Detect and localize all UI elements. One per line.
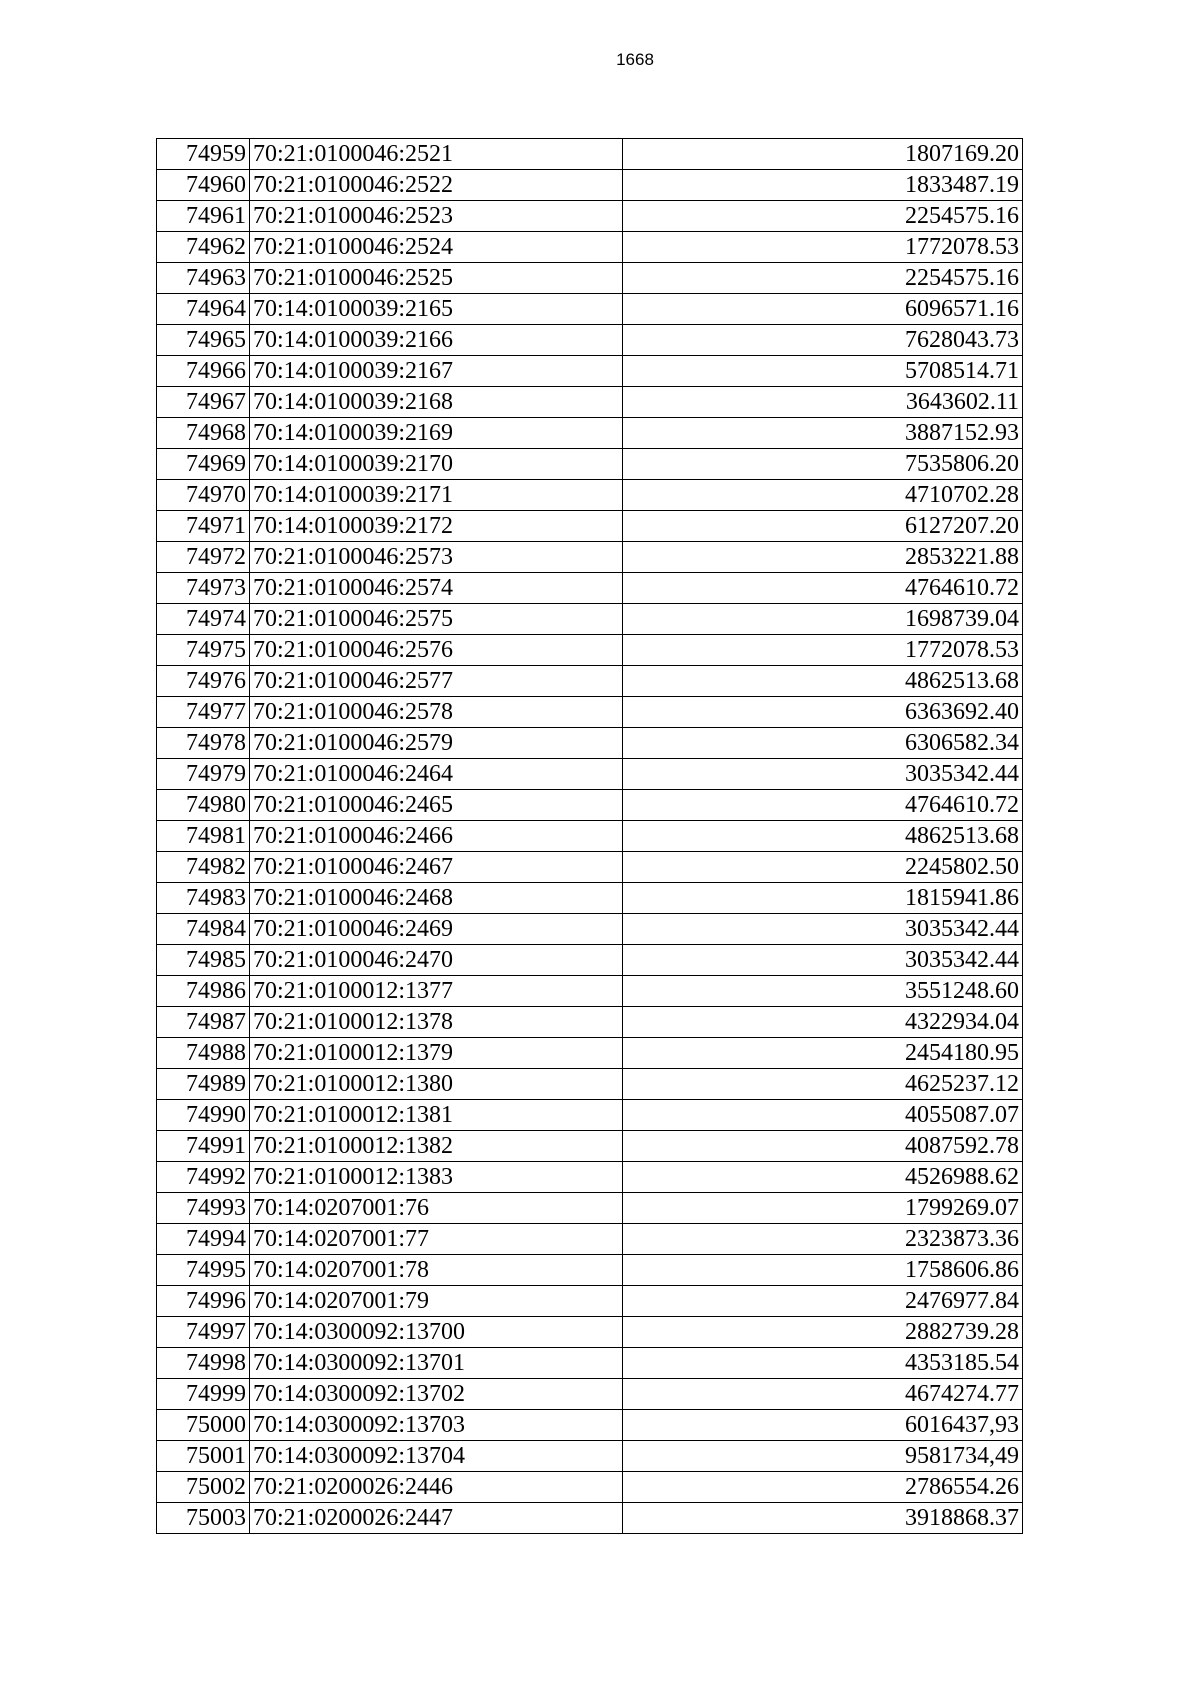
cadastral-number-cell: 70:21:0100046:2468 xyxy=(250,883,623,914)
table-row xyxy=(157,263,1023,294)
value-cell: 1772078.53 xyxy=(623,635,1023,666)
table-row xyxy=(157,1224,1023,1255)
cadastral-number-cell: 70:14:0300092:13704 xyxy=(250,1441,623,1472)
row-number-cell: 74995 xyxy=(157,1255,250,1286)
cadastral-number-cell: 70:14:0300092:13700 xyxy=(250,1317,623,1348)
cadastral-number-cell: 70:21:0100046:2574 xyxy=(250,573,623,604)
cadastral-number-cell: 70:14:0100039:2170 xyxy=(250,449,623,480)
value-cell: 3035342.44 xyxy=(623,914,1023,945)
cadastral-number-cell: 70:14:0100039:2168 xyxy=(250,387,623,418)
table-row xyxy=(157,1348,1023,1379)
value-cell: 4087592.78 xyxy=(623,1131,1023,1162)
value-cell: 4526988.62 xyxy=(623,1162,1023,1193)
cadastral-number-cell: 70:21:0100046:2524 xyxy=(250,232,623,263)
table-row xyxy=(157,1193,1023,1224)
cadastral-number-cell: 70:21:0100046:2579 xyxy=(250,728,623,759)
cadastral-number-cell: 70:21:0100046:2573 xyxy=(250,542,623,573)
table-row xyxy=(157,1255,1023,1286)
cadastral-number-cell: 70:14:0100039:2167 xyxy=(250,356,623,387)
cadastral-value-table xyxy=(156,138,1023,1534)
value-cell: 4674274.77 xyxy=(623,1379,1023,1410)
row-number-cell: 74974 xyxy=(157,604,250,635)
table-row xyxy=(157,821,1023,852)
table-row xyxy=(157,1286,1023,1317)
cadastral-number-cell: 70:14:0100039:2169 xyxy=(250,418,623,449)
row-number-cell: 74972 xyxy=(157,542,250,573)
cadastral-number-cell: 70:21:0200026:2446 xyxy=(250,1472,623,1503)
cadastral-number-cell: 70:21:0100046:2525 xyxy=(250,263,623,294)
cadastral-number-cell: 70:21:0100046:2470 xyxy=(250,945,623,976)
row-number-cell: 74984 xyxy=(157,914,250,945)
value-cell: 3643602.11 xyxy=(623,387,1023,418)
value-cell: 2786554.26 xyxy=(623,1472,1023,1503)
table-row xyxy=(157,573,1023,604)
table-row xyxy=(157,480,1023,511)
row-number-cell: 74990 xyxy=(157,1100,250,1131)
table-row xyxy=(157,759,1023,790)
cadastral-number-cell: 70:21:0100012:1379 xyxy=(250,1038,623,1069)
value-cell: 1815941.86 xyxy=(623,883,1023,914)
table-row xyxy=(157,201,1023,232)
table-row xyxy=(157,697,1023,728)
cadastral-number-cell: 70:21:0100046:2465 xyxy=(250,790,623,821)
value-cell: 4353185.54 xyxy=(623,1348,1023,1379)
cadastral-number-cell: 70:21:0100012:1378 xyxy=(250,1007,623,1038)
value-cell: 1807169.20 xyxy=(623,139,1023,170)
table-row xyxy=(157,542,1023,573)
table-row xyxy=(157,1503,1023,1534)
value-cell: 6016437,93 xyxy=(623,1410,1023,1441)
row-number-cell: 74982 xyxy=(157,852,250,883)
row-number-cell: 74977 xyxy=(157,697,250,728)
cadastral-number-cell: 70:21:0100046:2522 xyxy=(250,170,623,201)
row-number-cell: 74970 xyxy=(157,480,250,511)
cadastral-number-cell: 70:14:0300092:13703 xyxy=(250,1410,623,1441)
row-number-cell: 75000 xyxy=(157,1410,250,1441)
row-number-cell: 74967 xyxy=(157,387,250,418)
row-number-cell: 74988 xyxy=(157,1038,250,1069)
value-cell: 7628043.73 xyxy=(623,325,1023,356)
cadastral-number-cell: 70:21:0100046:2576 xyxy=(250,635,623,666)
cadastral-number-cell: 70:14:0100039:2171 xyxy=(250,480,623,511)
table-row xyxy=(157,666,1023,697)
row-number-cell: 74976 xyxy=(157,666,250,697)
cadastral-number-cell: 70:14:0300092:13701 xyxy=(250,1348,623,1379)
row-number-cell: 74983 xyxy=(157,883,250,914)
table-row xyxy=(157,170,1023,201)
cadastral-number-cell: 70:14:0207001:78 xyxy=(250,1255,623,1286)
cadastral-number-cell: 70:21:0100046:2469 xyxy=(250,914,623,945)
table-row xyxy=(157,325,1023,356)
value-cell: 4764610.72 xyxy=(623,790,1023,821)
row-number-cell: 74962 xyxy=(157,232,250,263)
table-row xyxy=(157,1038,1023,1069)
cadastral-number-cell: 70:21:0100012:1383 xyxy=(250,1162,623,1193)
table-row xyxy=(157,1472,1023,1503)
value-cell: 9581734,49 xyxy=(623,1441,1023,1472)
value-cell: 4862513.68 xyxy=(623,821,1023,852)
row-number-cell: 74969 xyxy=(157,449,250,480)
row-number-cell: 74973 xyxy=(157,573,250,604)
row-number-cell: 74960 xyxy=(157,170,250,201)
cadastral-number-cell: 70:14:0100039:2172 xyxy=(250,511,623,542)
row-number-cell: 74999 xyxy=(157,1379,250,1410)
row-number-cell: 75002 xyxy=(157,1472,250,1503)
table-row xyxy=(157,356,1023,387)
value-cell: 2476977.84 xyxy=(623,1286,1023,1317)
row-number-cell: 74996 xyxy=(157,1286,250,1317)
cadastral-number-cell: 70:21:0100046:2578 xyxy=(250,697,623,728)
table-row xyxy=(157,914,1023,945)
cadastral-number-cell: 70:21:0100046:2521 xyxy=(250,139,623,170)
row-number-cell: 74971 xyxy=(157,511,250,542)
row-number-cell: 74965 xyxy=(157,325,250,356)
row-number-cell: 74989 xyxy=(157,1069,250,1100)
page-number: 1668 xyxy=(616,50,654,69)
row-number-cell: 74980 xyxy=(157,790,250,821)
table-row xyxy=(157,1162,1023,1193)
value-cell: 3035342.44 xyxy=(623,759,1023,790)
value-cell: 5708514.71 xyxy=(623,356,1023,387)
value-cell: 3887152.93 xyxy=(623,418,1023,449)
value-cell: 1833487.19 xyxy=(623,170,1023,201)
table-row xyxy=(157,1441,1023,1472)
row-number-cell: 75003 xyxy=(157,1503,250,1534)
cadastral-number-cell: 70:21:0100046:2464 xyxy=(250,759,623,790)
value-cell: 2853221.88 xyxy=(623,542,1023,573)
table-row xyxy=(157,1379,1023,1410)
value-cell: 4625237.12 xyxy=(623,1069,1023,1100)
cadastral-number-cell: 70:21:0100046:2577 xyxy=(250,666,623,697)
table-row xyxy=(157,1100,1023,1131)
row-number-cell: 74968 xyxy=(157,418,250,449)
cadastral-number-cell: 70:21:0100046:2523 xyxy=(250,201,623,232)
value-cell: 7535806.20 xyxy=(623,449,1023,480)
value-cell: 6363692.40 xyxy=(623,697,1023,728)
table-row xyxy=(157,604,1023,635)
row-number-cell: 74992 xyxy=(157,1162,250,1193)
cadastral-number-cell: 70:14:0207001:79 xyxy=(250,1286,623,1317)
table-row xyxy=(157,418,1023,449)
value-cell: 3551248.60 xyxy=(623,976,1023,1007)
value-cell: 1772078.53 xyxy=(623,232,1023,263)
cadastral-number-cell: 70:21:0100012:1377 xyxy=(250,976,623,1007)
value-cell: 2882739.28 xyxy=(623,1317,1023,1348)
value-cell: 2254575.16 xyxy=(623,201,1023,232)
row-number-cell: 74985 xyxy=(157,945,250,976)
value-cell: 3918868.37 xyxy=(623,1503,1023,1534)
value-cell: 2323873.36 xyxy=(623,1224,1023,1255)
cadastral-number-cell: 70:21:0200026:2447 xyxy=(250,1503,623,1534)
value-cell: 1698739.04 xyxy=(623,604,1023,635)
table-row xyxy=(157,1007,1023,1038)
table-row xyxy=(157,232,1023,263)
value-cell: 4764610.72 xyxy=(623,573,1023,604)
table-row xyxy=(157,1317,1023,1348)
value-cell: 4055087.07 xyxy=(623,1100,1023,1131)
row-number-cell: 74978 xyxy=(157,728,250,759)
table-row xyxy=(157,1410,1023,1441)
table-row xyxy=(157,511,1023,542)
value-cell: 1758606.86 xyxy=(623,1255,1023,1286)
cadastral-number-cell: 70:21:0100012:1380 xyxy=(250,1069,623,1100)
row-number-cell: 74994 xyxy=(157,1224,250,1255)
table-row xyxy=(157,139,1023,170)
table-row xyxy=(157,449,1023,480)
row-number-cell: 74997 xyxy=(157,1317,250,1348)
row-number-cell: 74966 xyxy=(157,356,250,387)
row-number-cell: 74963 xyxy=(157,263,250,294)
row-number-cell: 74986 xyxy=(157,976,250,1007)
row-number-cell: 74998 xyxy=(157,1348,250,1379)
table-row xyxy=(157,790,1023,821)
table-row xyxy=(157,945,1023,976)
value-cell: 4322934.04 xyxy=(623,1007,1023,1038)
cadastral-number-cell: 70:14:0207001:76 xyxy=(250,1193,623,1224)
cadastral-number-cell: 70:21:0100046:2466 xyxy=(250,821,623,852)
cadastral-number-cell: 70:21:0100046:2575 xyxy=(250,604,623,635)
cadastral-number-cell: 70:14:0100039:2166 xyxy=(250,325,623,356)
row-number-cell: 74987 xyxy=(157,1007,250,1038)
value-cell: 1799269.07 xyxy=(623,1193,1023,1224)
value-cell: 2454180.95 xyxy=(623,1038,1023,1069)
table-row xyxy=(157,294,1023,325)
value-cell: 6306582.34 xyxy=(623,728,1023,759)
table-row xyxy=(157,728,1023,759)
cadastral-number-cell: 70:14:0100039:2165 xyxy=(250,294,623,325)
row-number-cell: 74981 xyxy=(157,821,250,852)
value-cell: 4862513.68 xyxy=(623,666,1023,697)
value-cell: 6096571.16 xyxy=(623,294,1023,325)
row-number-cell: 74975 xyxy=(157,635,250,666)
table-row xyxy=(157,1131,1023,1162)
table-row xyxy=(157,976,1023,1007)
value-cell: 6127207.20 xyxy=(623,511,1023,542)
table-body xyxy=(157,139,1023,1534)
table-row xyxy=(157,635,1023,666)
row-number-cell: 74993 xyxy=(157,1193,250,1224)
row-number-cell: 74959 xyxy=(157,139,250,170)
row-number-cell: 74991 xyxy=(157,1131,250,1162)
table-row xyxy=(157,883,1023,914)
row-number-cell: 74961 xyxy=(157,201,250,232)
cadastral-number-cell: 70:21:0100012:1381 xyxy=(250,1100,623,1131)
table-row xyxy=(157,387,1023,418)
row-number-cell: 75001 xyxy=(157,1441,250,1472)
value-cell: 4710702.28 xyxy=(623,480,1023,511)
cadastral-number-cell: 70:14:0207001:77 xyxy=(250,1224,623,1255)
value-cell: 2245802.50 xyxy=(623,852,1023,883)
cadastral-number-cell: 70:21:0100046:2467 xyxy=(250,852,623,883)
value-cell: 3035342.44 xyxy=(623,945,1023,976)
cadastral-number-cell: 70:14:0300092:13702 xyxy=(250,1379,623,1410)
row-number-cell: 74979 xyxy=(157,759,250,790)
table-row xyxy=(157,852,1023,883)
table-row xyxy=(157,1069,1023,1100)
cadastral-number-cell: 70:21:0100012:1382 xyxy=(250,1131,623,1162)
value-cell: 2254575.16 xyxy=(623,263,1023,294)
row-number-cell: 74964 xyxy=(157,294,250,325)
